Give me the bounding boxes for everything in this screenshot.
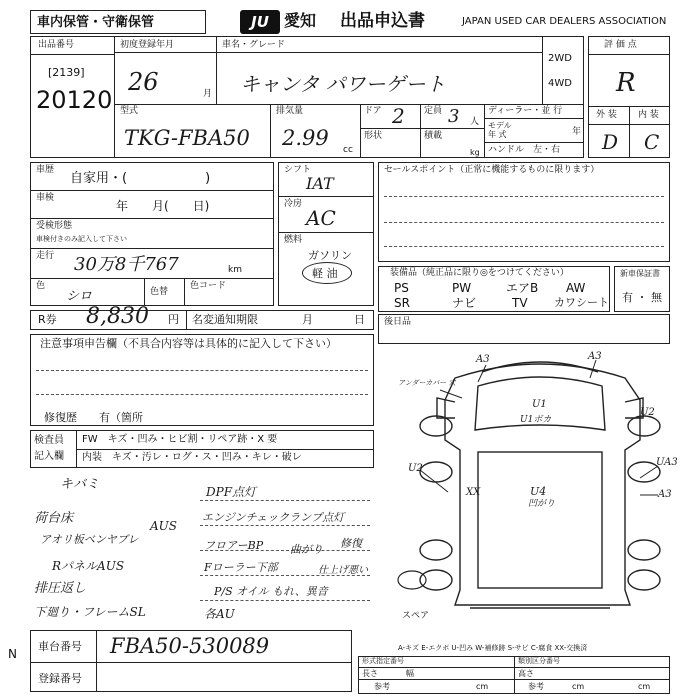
ac-value: AC <box>306 206 336 230</box>
exterior-value: D <box>602 130 619 154</box>
note-each-au: 各AU <box>204 607 235 621</box>
shift-value: IAT <box>306 174 334 193</box>
color-value: シロ <box>66 289 93 304</box>
seats-label: 定員 <box>424 106 443 116</box>
cm-1: cm <box>476 682 489 691</box>
lot-label: 出品番号 <box>38 40 75 50</box>
width-label: 幅 <box>406 669 414 678</box>
rating-label: 評 価 点 <box>604 40 637 50</box>
model-year-unit: 年 <box>572 127 582 137</box>
inspection-value: 年 月( 日) <box>116 199 210 213</box>
shape-label: 形状 <box>364 131 383 141</box>
reg-label: 登録番号 <box>38 672 82 685</box>
equip-leather: カワシート <box>554 296 609 309</box>
diag-u2-right: U2 <box>640 407 655 418</box>
height-label: 高さ <box>518 669 534 678</box>
org-name: 愛知 <box>284 11 317 30</box>
mileage-unit: km <box>228 265 242 275</box>
model-label: 型式 <box>120 106 139 116</box>
lot-small: [2139] <box>48 66 85 79</box>
equip-aw: AW <box>566 281 586 295</box>
load-label: 積載 <box>424 131 443 141</box>
notes-label: 注意事項申告欄（不具合内容等は具体的に記入して下さい） <box>40 337 337 350</box>
model-value: TKG-FBA50 <box>124 126 250 150</box>
inspection-label: 車検 <box>36 193 55 203</box>
accept-label: 受検形態 <box>36 221 73 231</box>
displacement-unit: cc <box>343 145 353 155</box>
diag-u4: U4 <box>530 485 547 498</box>
recycle-value: 8,830 <box>86 304 149 329</box>
fuel-gas: ガソリン <box>308 249 352 262</box>
displacement-value: 2.99 <box>282 126 329 150</box>
equip-sr: SR <box>394 296 410 310</box>
exterior-label: 外 装 <box>596 110 617 120</box>
car-name-value: キャンタ パワーゲート <box>240 72 446 96</box>
note-bent: 曲がり <box>290 543 323 556</box>
type-cert-label: 形式指定番号 <box>362 657 404 665</box>
note-finish-bad: 仕上げ悪い <box>318 565 368 576</box>
interior-label: 内 装 <box>638 110 659 120</box>
diag-u1-boka: U1ボカ <box>520 415 552 425</box>
later-items-label: 後日品 <box>384 317 412 327</box>
history-value: 自家用・( ) <box>70 171 211 186</box>
deadline-month: 月 <box>302 313 313 326</box>
note-f-roller: Fローラー下部 <box>204 561 278 574</box>
warranty-label: 新車保証書 <box>620 269 660 278</box>
diag-u1: U1 <box>532 399 547 410</box>
seats-value: 3 <box>448 106 460 127</box>
shift-label: シフト <box>284 165 312 175</box>
chassis-value: FBA50-530089 <box>110 634 270 658</box>
deadline-label: 名変通知期限 <box>192 313 258 326</box>
lot-number: 20120 <box>36 86 113 114</box>
note-ps-oil: P/S オイル もれ、異音 <box>214 585 328 598</box>
sales-label: セールスポイント（正常に機能するものに限ります） <box>384 165 600 175</box>
note-repair: 修復 <box>340 537 362 550</box>
association-name: JAPAN USED CAR DEALERS ASSOCIATION <box>462 16 667 27</box>
diag-ua3-right: UA3 <box>656 457 678 468</box>
note-cargo-floor: 荷台床 <box>34 511 74 526</box>
diag-a3-front-left: A3 <box>476 354 490 365</box>
deadline-day: 日 <box>354 313 365 326</box>
inspector-fw-line: FW キズ・凹み・ヒビ割・リペア跡・X 要 <box>82 434 278 445</box>
equip-pw: PW <box>452 281 472 295</box>
mileage-value: 30万8千767 <box>74 254 179 275</box>
diag-under-cover: アンダーカバー 穴 <box>398 379 456 387</box>
equip-tv: TV <box>512 296 528 310</box>
fuel-diesel: 軽 油 <box>312 267 338 280</box>
month-unit: 月 <box>203 89 213 99</box>
ref-2: 参考 <box>528 682 544 691</box>
inspector-interior-line: 内装 キズ・汚レ・ログ・ス・凹み・キレ・破レ <box>82 452 302 463</box>
color-code-label: 色コード <box>190 281 227 291</box>
drive-2wd: 2WD <box>548 53 572 64</box>
load-unit: kg <box>470 148 480 157</box>
spare-tire <box>398 571 426 589</box>
chassis-label: 車台番号 <box>38 640 82 653</box>
dealer-label: ディーラー・並 行 <box>488 106 563 116</box>
diag-xx: XX <box>466 487 481 498</box>
mileage-label: 走行 <box>36 251 55 261</box>
inspector-label-1: 検査員 <box>34 435 64 446</box>
note-dpf: DPF点灯 <box>206 485 257 499</box>
diag-a3-front-right: A3 <box>588 351 602 362</box>
cm-2: cm <box>572 682 585 691</box>
note-gate-panel: アオリ板ベンヤブレ <box>40 533 139 546</box>
interior-value: C <box>644 130 660 154</box>
color-label: 色 <box>36 281 46 291</box>
form-title: 出品申込書 <box>340 11 425 31</box>
color-swap-label: 色替 <box>150 287 169 297</box>
warranty-value: 有 ・ 無 <box>622 291 662 304</box>
recycle-unit: 円 <box>168 313 179 326</box>
equip-airbag: エアB <box>506 281 539 295</box>
inspector-label-2: 記入欄 <box>34 451 64 462</box>
doors-value: 2 <box>392 104 405 128</box>
note-underbody: 下廻り・フレームSL <box>34 605 146 619</box>
note-exhaust: 排圧返し <box>34 581 87 596</box>
rating-value: R <box>616 68 636 98</box>
diagram-legend: A-キズ E-エクボ U-凹み W-補修跡 S-サビ C-腐食 XX-交換済 <box>398 644 588 652</box>
accept-sub: 車検付きのみ記入して下さい <box>36 235 127 243</box>
cm-3: cm <box>638 682 651 691</box>
equip-ps: PS <box>394 281 409 295</box>
seats-unit: 人 <box>470 117 480 127</box>
repair-label: 修復歴 有（箇所 <box>44 411 143 424</box>
side-mark: N <box>8 647 17 661</box>
note-engine-lamp: エンジンチェックランプ点灯 <box>202 511 345 524</box>
first-reg-label: 初度登録年月 <box>120 40 175 50</box>
history-label: 車歴 <box>36 165 55 175</box>
ac-label: 冷房 <box>284 199 303 209</box>
length-label: 長さ <box>362 669 378 678</box>
class-label: 類別区分番号 <box>518 657 560 665</box>
note-kibami: キバミ <box>60 477 100 492</box>
diag-a3-right: A3 <box>658 489 672 500</box>
ju-logo-text: JU <box>251 13 269 31</box>
equip-navi: ナビ <box>452 296 477 310</box>
diag-u2-left: U2 <box>408 463 423 474</box>
note-aus-1: AUS <box>150 519 177 533</box>
doors-label: ドア <box>364 106 382 116</box>
drive-4wd: 4WD <box>548 78 572 89</box>
diag-bent: 凹がり <box>528 499 556 509</box>
model-year-label: モデル 年 式 <box>488 121 512 139</box>
recycle-label: R券 <box>38 313 57 326</box>
handle-label: ハンドル 左・右 <box>488 145 561 155</box>
displacement-label: 排気量 <box>276 106 304 116</box>
diag-spare-label: スペア <box>402 611 430 621</box>
ref-1: 参考 <box>374 682 390 691</box>
car-name-label: 車名・グレード <box>222 40 286 50</box>
note-floor-bp: フロアーBP <box>204 539 264 552</box>
first-reg-value: 26 <box>128 68 159 96</box>
equipment-label: 装備品（純正品に限り◎をつけてください） <box>390 268 569 278</box>
fuel-label: 燃料 <box>284 235 303 245</box>
storage-label: 車内保管・守衛保管 <box>37 15 155 30</box>
note-r-panel: RパネルAUS <box>52 559 125 573</box>
